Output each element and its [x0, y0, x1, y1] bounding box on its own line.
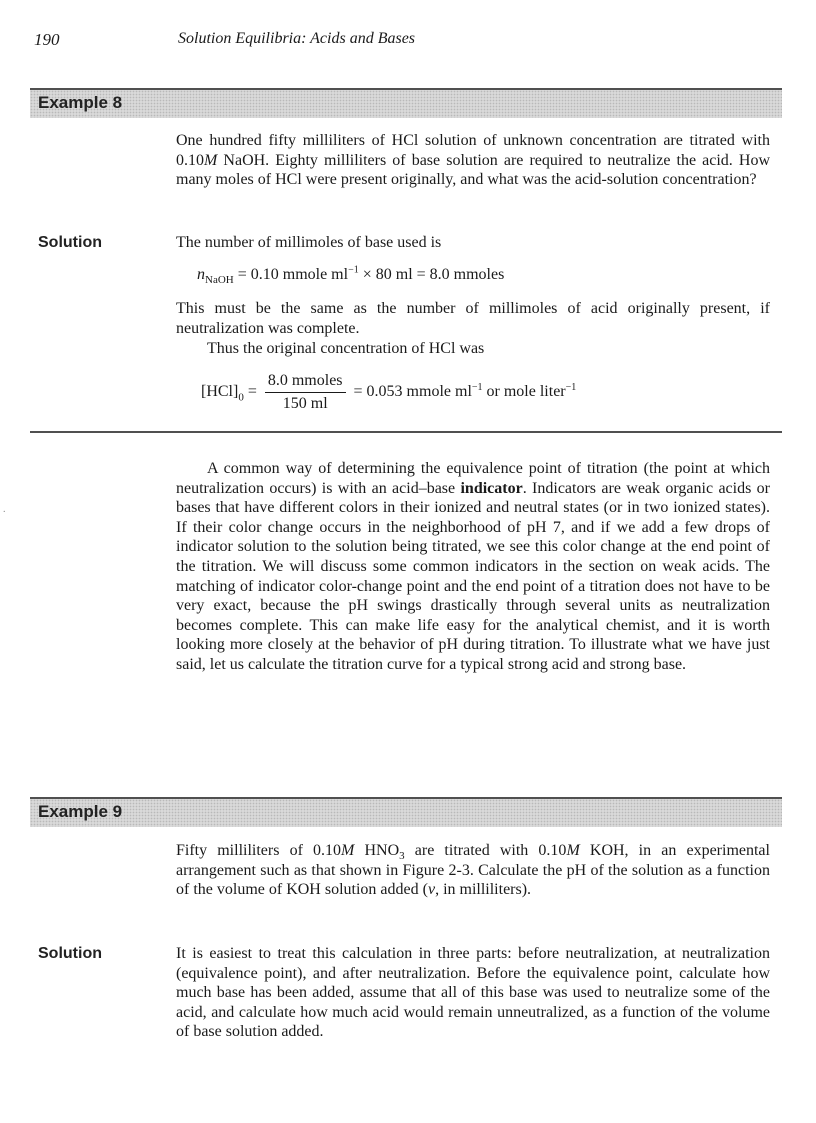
example-9-problem: Fifty milliliters of 0.10M $HNO_3$ are titrated with 0.10M KOH, in an experimental arrangement such as that shown in Figure 2-3. Calculate the pH of the solution as a function of the volume of KOH solution added (v, in milliliters).	[176, 842, 770, 899]
example-8-solution-text: This must be the same as the number of millimoles of acid originally present, if neutralization was complete.	[176, 300, 770, 337]
example-8-problem: One hundred fifty milliliters of HCl solution of unknown concentration are titrated with 0.10M NaOH. Eighty milliliters of base solution are required to neutralize the acid. How many moles of HCl were present originally, and what was the acid-solution concentration?	[176, 132, 770, 189]
example-8-solution-intro: The number of millimoles of base used is	[176, 234, 442, 251]
equation-hcl-concentration: $[HCl]_0$ = $\frac{\text{8.0 mmoles}}{150 ml}$ = 0.053 mmole $ml^{-1}$ or mole liter$^{-1}$	[201, 372, 577, 412]
concentration-fraction: $\frac{\text{8.0 mmoles}}{150 ml}$	[265, 371, 346, 414]
running-title: Solution Equilibria: Acids and Bases	[178, 30, 416, 47]
body-paragraph-indicators: A common way of determining the equivalence point of titration (the point at which neutralization occurs) is with an acid–base indicator. Indicators are weak organic acids or bases that have different colors in their ionized and neutral states (or in two ionized states). If their color change occurs in the neighborhood of pH 7, and if we add a few drops of indicator solution to the solution being titrated, we see this color change at the end point of the titration. We will discuss some common indicators in the section on weak acids. The matching of indicator color-change point and the end point of a titration does not have to be very exact, because the pH swings drastically through several units as neutralization becomes complete. This can make life easy for the analytical chemist, and it is worth looking more closely at the behavior of pH during titration. To illustrate what we have just said, let us calculate the titration curve for a typical strong acid and strong base.	[176, 460, 771, 673]
example-9-label: Example 9	[38, 802, 123, 821]
example-8-end-rule	[30, 431, 782, 433]
running-head	[34, 30, 782, 54]
example-9-solution-label: Solution	[38, 945, 102, 962]
example-8-label: Example 8	[38, 93, 123, 112]
example-8-concentration-intro: Thus the original concentration of HCl was	[207, 340, 485, 357]
example-8-solution-label: Solution	[38, 234, 102, 251]
page-number: 190	[34, 30, 60, 49]
equation-moles-naoh: $n_{NaOH} = 0.10$ mmole $ml^{-1} \times 80$ ml = 8.0 mmoles	[197, 264, 505, 287]
margin-mark: .	[3, 504, 6, 515]
example-8-banner	[30, 88, 782, 118]
example-9-banner	[30, 797, 782, 827]
example-9-solution-text: It is easiest to treat this calculation in three parts: before neutralization, at neutralization (equivalence point), and after neutralization. Before the equivalence point, calculate how much base has been added, assume that all of this base was used to neutralize some of the acid, and calculate how much acid would remain unneutralized, as a function of the volume of base solution added.	[176, 945, 770, 1041]
